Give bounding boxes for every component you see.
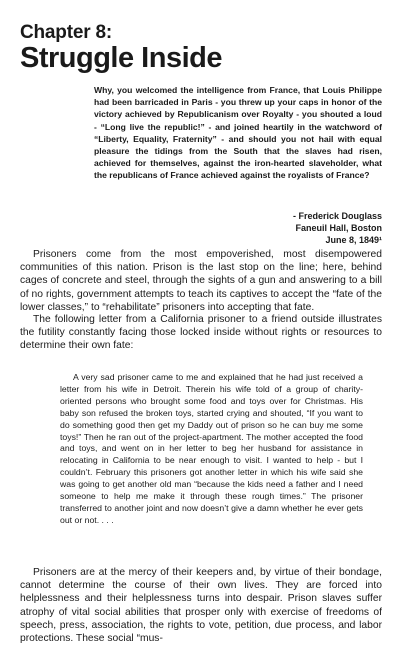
epigraph-quote: Why, you welcomed the intelligence from France, that Louis Philippe had been barricaded in Paris - you threw up your caps in honor of the victory achieved by Republicanism over Royalty - you shouted a loud - “Long live the republic!” - and joined heartily in the watchword of “Liberty, Equality, Fraternity” - and should you not hail with equal pleasure the tidings from the South that the slaves had risen, achieved for themselves, against the iron-hearted slaveholder, what the republicans of France achieved against the royalists of France? xyxy=(94,85,382,181)
epigraph-attribution xyxy=(293,210,382,247)
epigraph-author: - Frederick Douglass xyxy=(292,211,382,221)
chapter-number: Chapter 8: xyxy=(20,22,112,43)
body-paragraph-3: Prisoners are at the mercy of their keepers and, by virtue of their bondage, cannot determine the course of their own lives. They are forced into helplessness and their helplessness turns into despair. Prison slaves suffer atrophy of vital social abilities that prosper only with exercise of freedoms of speech, press, association, the rights to vote, petition, due process, and labor protections. These social “mus- xyxy=(20,567,382,645)
chapter-title: Struggle Inside xyxy=(20,42,222,74)
epigraph-venue: Faneuil Hall, Boston xyxy=(295,223,382,234)
body-paragraph-2: The following letter from a California prisoner to a friend outside illustrates the futility constantly facing those locked inside without rights or resources to determine their own fate: xyxy=(20,314,382,352)
body-paragraph-1: Prisoners come from the most empoverished, most disempowered communities of this nation. Prison is the last stop on the line; here, behind cages of concrete and steel, through the sights of a gun and answering to a bill of no rights, government attempts to teach its captives to accept the “fate of the lower classes,” to “rehabilitate” prisoners into accepting that fate. xyxy=(20,249,382,313)
epigraph-date: June 8, 1849¹ xyxy=(325,235,382,246)
block-quote-letter: A very sad prisoner came to me and explained that he had just received a letter from his wife in Detroit. Therein his wife told of a group of charity-oriented persons who brought some food and toys over for Christmas. His baby son refused the broken toys, started crying and shouted, “If you want to do something good then get my Daddy out of prison so he can buy me some toys!” Then he ran out of the project-apartment. The mother accepted the food and toys, and went on in her letter to beg her husband for assistance in relocating in California to be near enough to visit. I wanted to help - but I couldn’t. February this prisoners got another letter in which his wife said she was going to get another old man “because the kids need a father and I need someone to help me make it through these rough times.” The prisoner transferred to another joint and now doesn’t give a damn whether he ever gets out or not. . . . xyxy=(60,372,363,525)
